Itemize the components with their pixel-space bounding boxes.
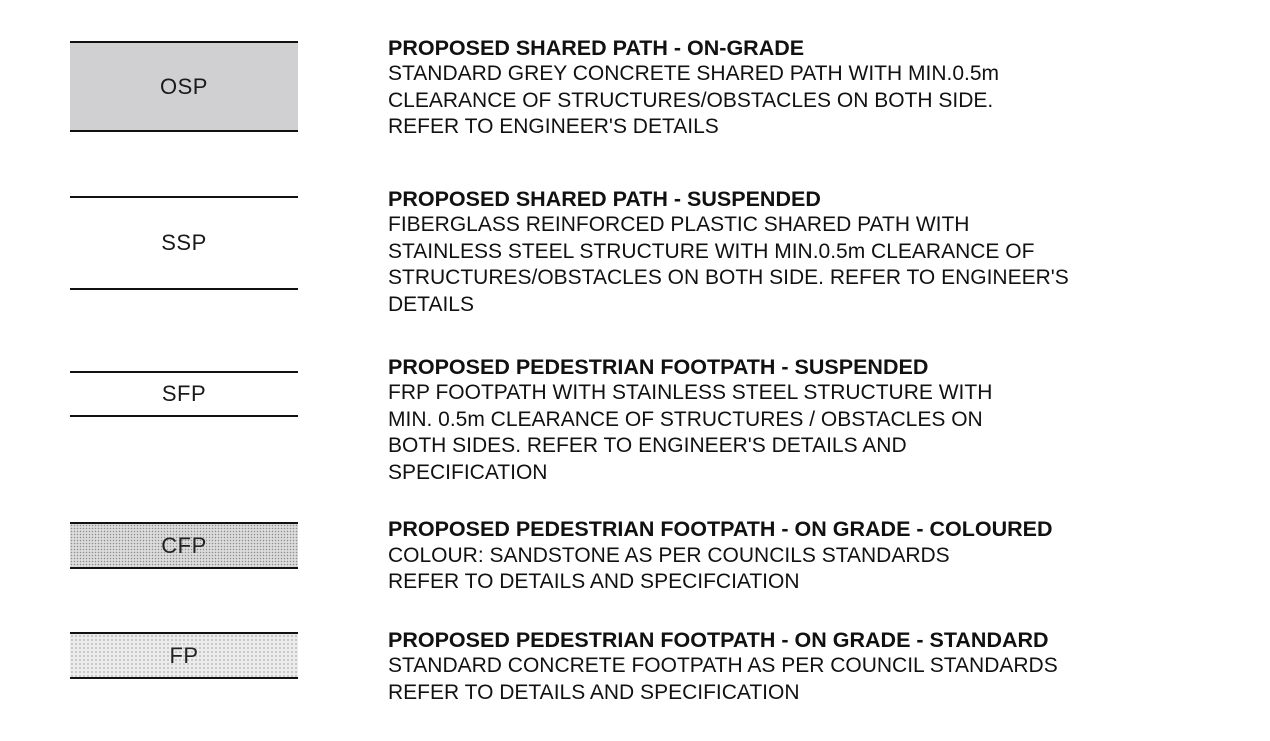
legend-swatch-ssp <box>70 196 298 290</box>
legend-text-line: STANDARD CONCRETE FOOTPATH AS PER COUNCIL STANDARDS <box>388 654 1058 677</box>
legend-title-sfp: PROPOSED PEDESTRIAN FOOTPATH - SUSPENDED <box>388 355 929 379</box>
legend-title-fp: PROPOSED PEDESTRIAN FOOTPATH - ON GRADE - STANDARD <box>388 628 1049 652</box>
legend-text-line: CLEARANCE OF STRUCTURES/OBSTACLES ON BOTH SIDE. <box>388 88 994 112</box>
legend-code-ssp: SSP <box>161 230 207 255</box>
legend-description-ssp <box>388 186 1248 318</box>
legend-code-cfp: CFP <box>161 532 207 558</box>
legend-description-osp <box>388 35 1248 141</box>
legend-code-osp: OSP <box>160 73 208 99</box>
legend-text-line: FIBERGLASS REINFORCED PLASTIC SHARED PATH WITH <box>388 213 970 236</box>
legend-title-ssp: PROPOSED SHARED PATH - SUSPENDED <box>388 187 821 211</box>
legend-swatch-cfp <box>70 522 298 569</box>
legend-code-sfp: SFP <box>161 381 207 406</box>
legend-text-line: REFER TO DETAILS AND SPECIFCIATION <box>388 570 800 593</box>
legend-text-line: REFER TO ENGINEER'S DETAILS <box>388 115 719 138</box>
legend-description-cfp <box>388 516 1248 595</box>
legend-swatch-sfp <box>70 371 298 417</box>
legend-title-osp: PROPOSED SHARED PATH - ON-GRADE <box>388 36 805 60</box>
legend-swatch-fp <box>70 632 298 679</box>
legend-text-line: REFER TO DETAILS AND SPECIFICATION <box>388 680 800 704</box>
legend-text-line: BOTH SIDES. REFER TO ENGINEER'S DETAILS AND <box>388 434 907 457</box>
legend-text-line: SPECIFICATION <box>388 460 548 484</box>
legend-text-line: STAINLESS STEEL STRUCTURE WITH MIN.0.5m CLEARANCE OF <box>388 239 1035 263</box>
legend-text-line: DETAILS <box>388 292 474 316</box>
legend-text-line: COLOUR: SANDSTONE AS PER COUNCILS STANDARDS <box>388 544 950 567</box>
legend-description-sfp <box>388 354 1248 486</box>
legend-swatch-osp <box>70 41 298 132</box>
legend-text-line: FRP FOOTPATH WITH STAINLESS STEEL STRUCTURE WITH <box>388 381 993 404</box>
legend-code-fp: FP <box>169 642 199 668</box>
legend-text-line: MIN. 0.5m CLEARANCE OF STRUCTURES / OBSTACLES ON <box>388 407 983 431</box>
legend-text-line: STRUCTURES/OBSTACLES ON BOTH SIDE. REFER TO ENGINEER'S <box>388 266 1069 289</box>
legend-title-cfp: PROPOSED PEDESTRIAN FOOTPATH - ON GRADE - COLOURED <box>388 517 1053 541</box>
legend-description-fp <box>388 627 1248 706</box>
legend-text-line: STANDARD GREY CONCRETE SHARED PATH WITH MIN.0.5m <box>388 62 999 85</box>
